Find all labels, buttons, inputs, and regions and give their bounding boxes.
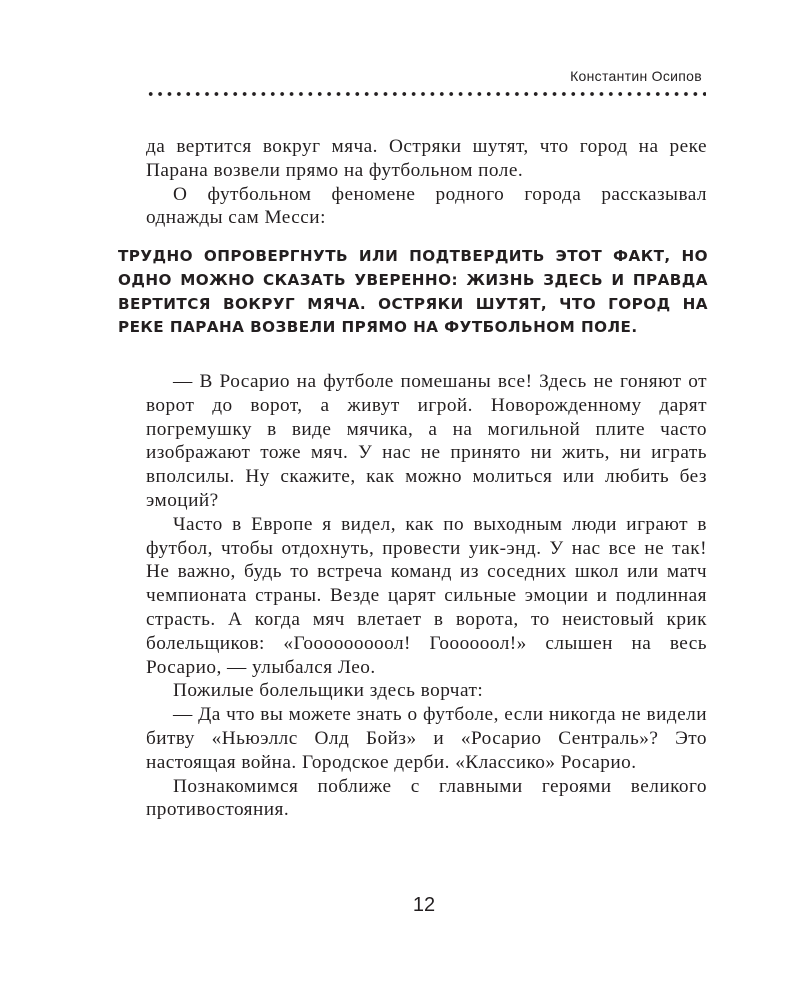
paragraph: — В Росарио на футболе помешаны все! Здесь не гоняют от ворот до ворот, а живут игрой. Новорожденному дарят погремушку в виде мячика, а на могильной плите часто изображают тоже мяч. У нас не принято ни жить, ни играть вполсилы. Ну скажите, как можно молиться или любить без эмоций? bbox=[146, 371, 707, 511]
dotted-rule bbox=[146, 91, 706, 97]
paragraph: Пожилые болельщики здесь ворчат: bbox=[173, 680, 484, 702]
author-name: Константин Осипов bbox=[570, 68, 702, 84]
pull-quote bbox=[118, 245, 708, 340]
page-number: 12 bbox=[412, 894, 436, 916]
paragraph: Часто в Европе я видел, как по выходным люди играют в футбол, чтобы отдохнуть, провести уик-энд. У нас все не так! Не важно, будь то встреча команд из соседних школ или матч чемпионата страны. Везде царят сильные эмоции и подлинная страсть. А когда мяч влетает в ворота, то неистовый крик болельщиков: «Гооооооооол! Гоооооол!» слышен на весь Росарио, — улыбался Лео. bbox=[146, 513, 707, 678]
running-header bbox=[146, 68, 706, 97]
paragraph: Познакомимся поближе с главными героями великого противостояния. bbox=[146, 775, 707, 821]
main-text bbox=[146, 370, 707, 822]
paragraph: да вертится вокруг мяча. Остряки шутят, что город на реке Парана возвели прямо на футбольном поле. bbox=[146, 136, 707, 181]
paragraph: — Да что вы можете знать о футболе, если никогда не видели битву «Ньюэллс Олд Бойз» и «Росарио Сентраль»? Это настоящая война. Городское дерби. «Классико» Росарио. bbox=[146, 704, 707, 773]
opening-text bbox=[146, 135, 707, 230]
paragraph: О футбольном феномене родного города рассказывал однажды сам Месси: bbox=[146, 183, 707, 229]
pull-quote-text: ТРУДНО ОПРОВЕРГНУТЬ ИЛИ ПОДТВЕРДИТЬ ЭТОТ ФАКТ, НО ОДНО МОЖНО СКАЗАТЬ УВЕРЕННО: ЖИЗНЬ ЗДЕСЬ И ПРАВДА ВЕРТИТСЯ ВОКРУГ МЯЧА. ОСТРЯКИ ШУТЯТ, ЧТО ГОРОД НА РЕКЕ ПАРАНА ВОЗВЕЛИ ПРЯМО НА ФУТБОЛЬНОМ ПОЛЕ. bbox=[118, 247, 708, 337]
